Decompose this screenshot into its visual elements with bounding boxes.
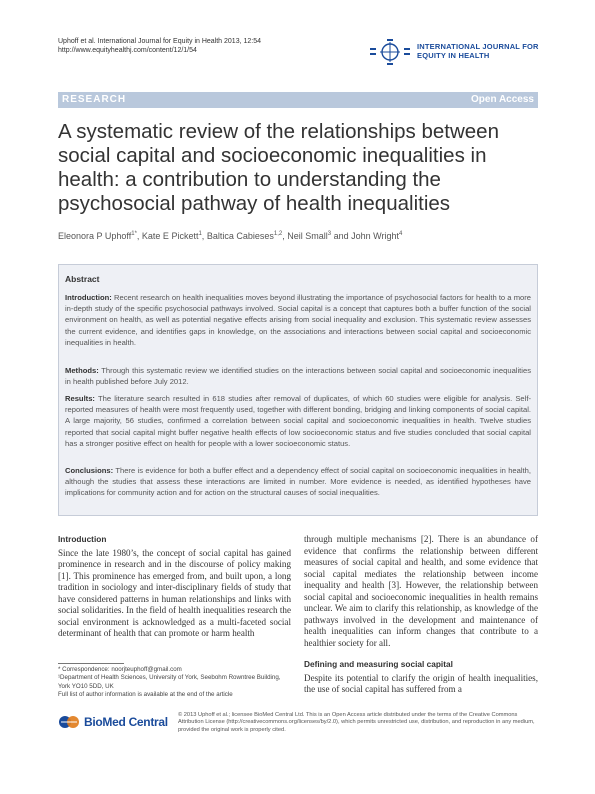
title-line: A systematic review of the relationships between [58,120,499,143]
citation-line: Uphoff et al. International Journal for Equity in Health 2013, 12:54 [58,38,262,45]
author-name: John Wright [351,231,399,241]
introduction-paragraph: Since the late 1980’s, the concept of social capital has gained prominence in research and in the discourse of policy making [1]. This prominence has emerged from, and built upon, a long tradition in sociology and inter-disciplinary fields of study that have considered patterns in human relationships and links with social solidarities. In the field of health inequalities research the social environment is acknowledged as a multi-faceted social determinant of health that can promote or harm health [58,547,291,638]
author-name: Neil Small [287,231,328,241]
article-title [58,120,538,216]
subsection-heading: Defining and measuring social capital [304,659,453,669]
abstract-introduction [65,292,531,348]
body-right-column [304,534,538,696]
journal-name [417,42,539,60]
abstract-results [65,393,531,449]
publisher-name: BioMed Central [84,715,168,729]
section-label: RESEARCH [62,94,127,105]
abstract-section-label: Results: [65,394,95,403]
abstract-section-text: There is evidence for both a buffer effect and a dependency effect of social capital on socioeconomic inequalities in health, although the studies that assess these interactions are limited in number. More evidence is needed, as identified hypotheses have implications for community action and for action on the structural causes of social inequalities. [65,466,531,498]
author-info-note: Full list of author information is available at the end of the article [58,691,233,699]
abstract-conclusions [65,465,531,499]
journal-emblem-icon [368,39,414,65]
author-name: Kate E Pickett [141,231,199,241]
author-name: Eleonora P Uphoff [58,231,132,241]
abstract-section-text: Recent research on health inequalities moves beyond illustrating the importance of psychosocial factors for health to a more in-depth study of the specific psychosocial pathways involved. Social capital is a concept that captures both a buffer function of the social environment on health, as well as potential negative effects arising from social inequality and exclusion. This systematic review assesses the current evidence, and identifies gaps in knowledge, on the associations and interactions between social capital and socioeconomic inequalities in health. [65,293,531,347]
journal-logo [368,39,568,65]
abstract-box [58,264,538,516]
author-affiliation-mark: 4 [398,231,403,237]
article-url[interactable]: http://www.equityhealthj.com/content/12/1/54 [58,47,197,54]
open-access-label: Open Access [471,94,534,105]
footnote-divider [58,663,124,664]
author-affiliation-mark: 3 [327,231,332,237]
introduction-heading: Introduction [58,534,107,544]
abstract-section-text: Through this systematic review we identified studies on the interactions between social capital and socioeconomic inequalities in health published before July 2012. [65,366,531,387]
author-list: Eleonora P Uphoff$^{1*}$, Kate E Pickett$^1$, Baltica Cabieses$^{1,2}$, Neil Small$^3$ and John Wright$^4$ [58,231,403,241]
author-affiliation-mark: 1,2 [273,231,283,237]
abstract-heading: Abstract [65,274,100,284]
copyright-notice: © 2013 Uphoff et al.; licensee BioMed Central Ltd. This is an Open Access article distributed under the terms of the Creative Commons Attribution License (http://creativecommons.org/licenses/by/2.0), which permits unrestricted use, distribution, and reproduction in any medium, provided the original work is properly cited. [178,712,535,733]
abstract-section-label: Methods: [65,366,99,375]
title-line: psychosocial pathway of health inequalities [58,192,451,215]
author-name: Baltica Cabieses [206,231,274,241]
abstract-section-label: Conclusions: [65,466,114,475]
journal-name-line1: INTERNATIONAL JOURNAL FOR [417,42,539,51]
introduction-continued-paragraph: through multiple mechanisms [2]. There is an abundance of evidence that confirms the relationship between different measures of social capital and health, and some evidence that social capital mediates the relationship between income inequality and health [3]. However, the relationship between social capital and socioeconomic inequalities in health remains unclear. We aim to clarify this relationship, as knowledge of the pathways involved in the development and maintenance of health inequalities can inform changes that contribute to a healthier society for all. [304,534,538,648]
journal-name-line2: EQUITY IN HEALTH [417,51,490,60]
subsection-paragraph: Despite its potential to clarify the origin of health inequalities, the use of social capital has suffered from a [304,672,538,694]
section-bar [58,92,538,108]
publisher-logo [58,710,178,734]
author-affiliation-mark: 1 [198,231,202,237]
title-line: social capital and socioeconomic inequalities in [58,144,487,167]
title-line: health: a contribution to understanding the [58,168,441,191]
abstract-methods [65,365,531,387]
biomed-central-icon [58,712,80,732]
footnotes [58,666,291,700]
abstract-section-text: The literature search resulted in 618 studies after removal of duplicates, of which 60 studies were eligible for analysis. Self-reported measures of health were most frequently used, together with different bonding, bridging and linking components of social capital. A large majority, 56 studies, confirmed a correlation between social capital and socioeconomic inequalities in health. Twelve studies reported that social capital might buffer negative health effects of low socioeconomic status and five studies concluded that social capital has a stronger positive effect on health for people with a lower socioeconomic status. [65,394,531,448]
correspondence-note: * Correspondence: noorjteuphoff@gmail.com [58,666,182,673]
affiliation-note: ¹Department of Health Sciences, University of York, Seebohm Rowntree Building, York YO10 5DD, UK [58,674,281,690]
abstract-section-label: Introduction: [65,293,112,302]
body-left-column [58,534,291,640]
author-affiliation-mark: 1* [131,231,137,237]
